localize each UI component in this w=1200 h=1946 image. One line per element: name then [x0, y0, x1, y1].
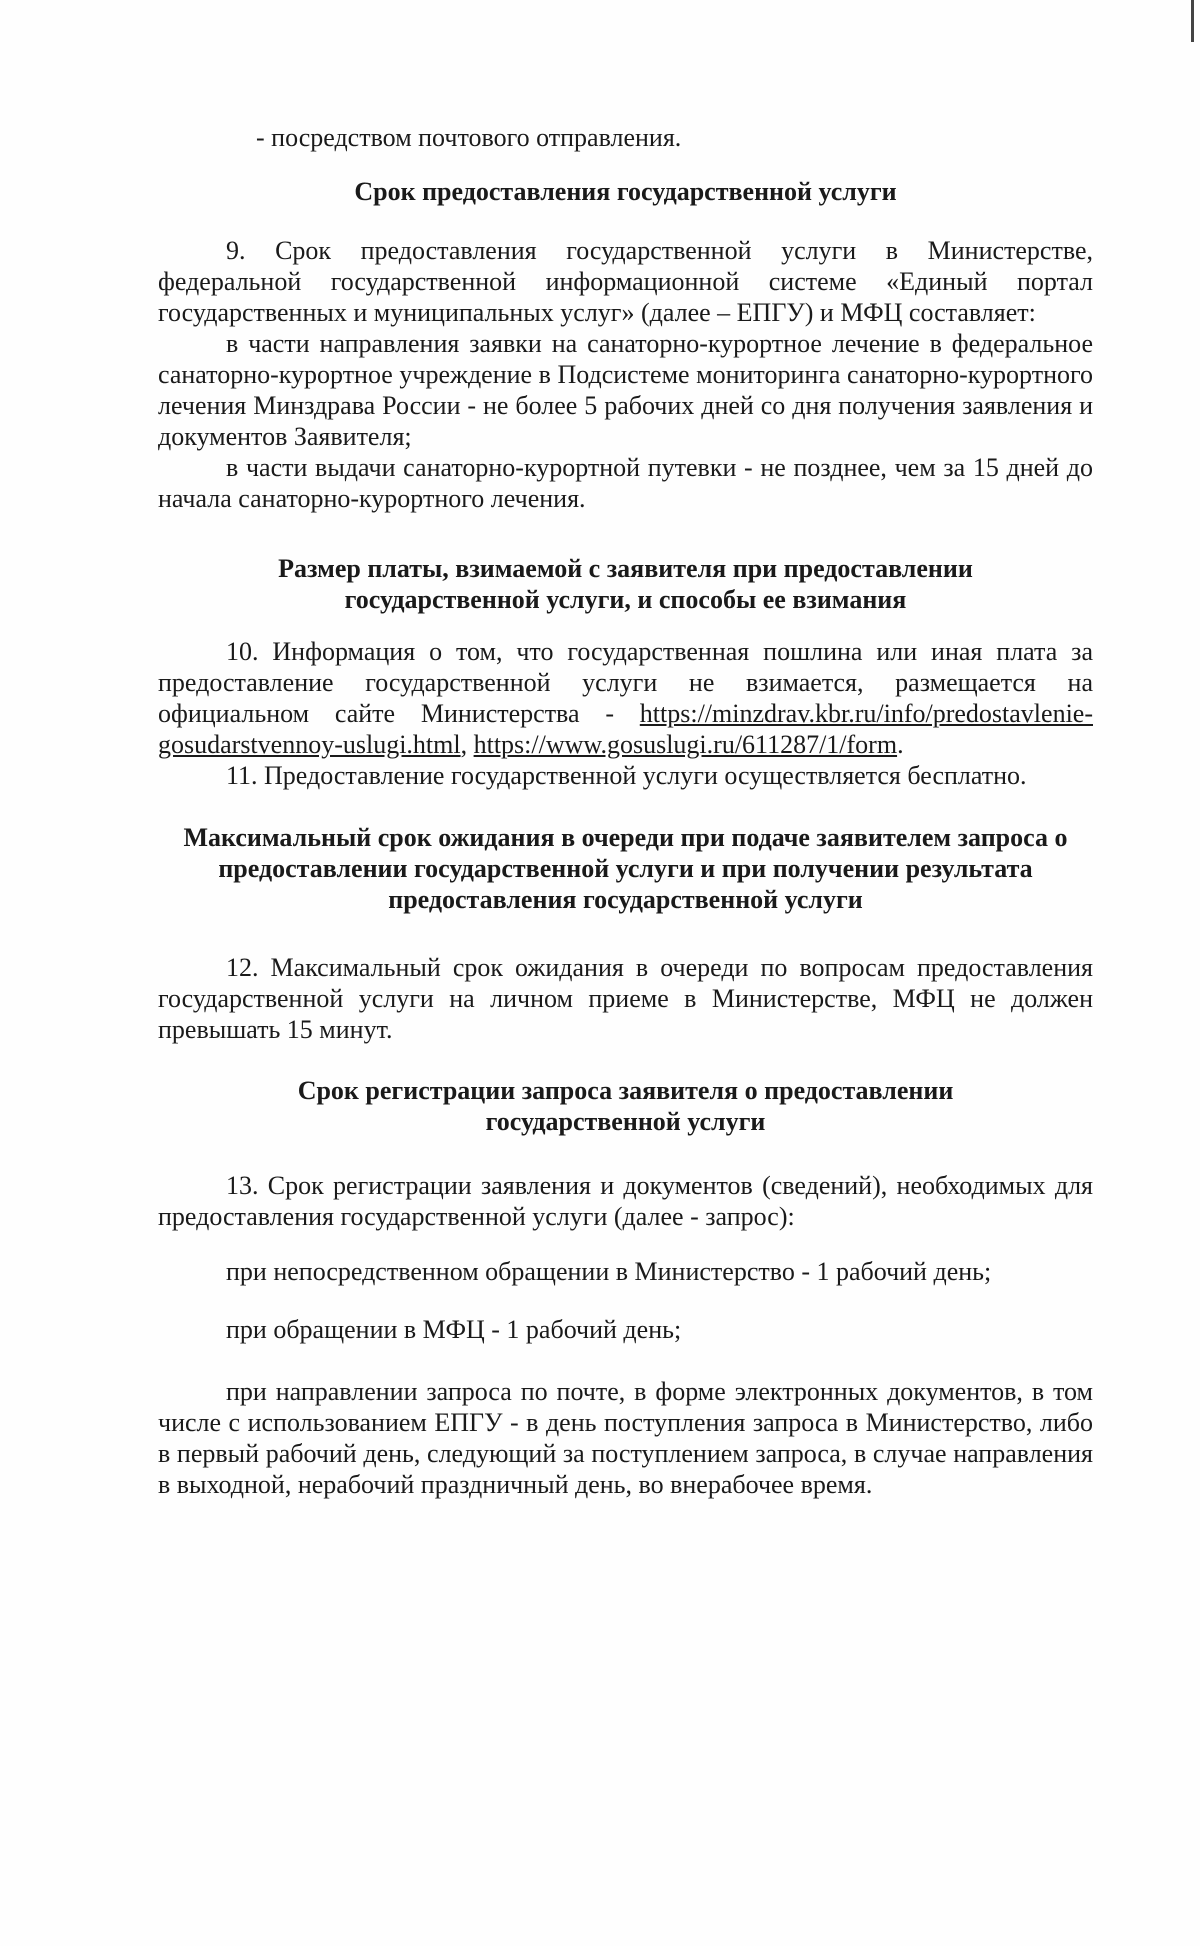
- link-separator: ,: [460, 730, 474, 759]
- section-13b-block: [158, 1314, 1093, 1345]
- fee-heading-line1: Размер платы, взимаемой с заявителя при предоставлении: [278, 554, 973, 583]
- paragraph-10-text: 10. Информация о том, что государственная пошлина или иная плата за предоставление государственной услуги не взимается, размещается на официальном сайте Министерства -: [158, 637, 1093, 728]
- fee-heading-block: [158, 553, 1093, 615]
- paragraph-9: 9. Срок предоставления государственной услуги в Министерстве, федеральной государственной информационной системе «Единый портал государственных и муниципальных услуг» (далее – ЕПГУ) и МФЦ составляет:: [158, 236, 1093, 327]
- section-13-block: [158, 1170, 1093, 1232]
- paragraph-13: 13. Срок регистрации заявления и документов (сведений), необходимых для предоставления государственной услуги (далее - запрос):: [158, 1171, 1093, 1231]
- section-9-block: [158, 235, 1093, 514]
- gosuslugi-link[interactable]: https://www.gosuslugi.ru/611287/1/form: [473, 730, 898, 759]
- paragraph-10-end: .: [897, 730, 904, 759]
- wait-heading-line3: предоставления государственной услуги: [388, 885, 863, 914]
- section-10-block: [158, 636, 1093, 791]
- wait-heading-line1: Максимальный срок ожидания в очереди при подаче заявителем запроса о: [183, 823, 1068, 852]
- fee-heading-line2: государственной услуги, и способы ее взимания: [344, 585, 907, 614]
- section-12-block: [158, 952, 1093, 1045]
- paragraph-10: [158, 636, 1093, 760]
- reg-heading-line1: Срок регистрации запроса заявителя о предоставлении: [297, 1076, 954, 1105]
- minzdrav-link[interactable]: https://minzdrav.kbr.ru/info/predostavlenie-gosudarstvennoy-uslugi.html: [158, 699, 1093, 759]
- paragraph-11: 11. Предоставление государственной услуги осуществляется бесплатно.: [226, 761, 1027, 790]
- term-heading: Срок предоставления государственной услуги: [354, 177, 897, 206]
- paragraph-13b: при обращении в МФЦ - 1 рабочий день;: [226, 1315, 682, 1344]
- section-13c-block: [158, 1376, 1093, 1500]
- paragraph-12: 12. Максимальный срок ожидания в очереди по вопросам предоставления государственной услуги на личном приеме в Министерстве, МФЦ не должен превышать 15 минут.: [158, 953, 1093, 1044]
- wait-heading-block: [158, 822, 1093, 915]
- reg-heading-block: [158, 1075, 1093, 1137]
- section-13a-block: [158, 1256, 1093, 1287]
- wait-heading-line2: предоставлении государственной услуги и при получении результата: [218, 854, 1033, 883]
- term-heading-block: [158, 176, 1093, 207]
- scan-edge-mark: [1191, 0, 1194, 42]
- paragraph-9a: в части направления заявки на санаторно-курортное лечение в федеральное санаторно-курортное учреждение в Подсистеме мониторинга санаторно-курортного лечения Минздрава России - не более 5 рабочих дней со дня получения заявления и документов Заявителя;: [158, 329, 1093, 451]
- intro-paragraph: - посредством почтового отправления.: [256, 123, 682, 152]
- reg-heading-line2: государственной услуги: [485, 1107, 766, 1136]
- paragraph-13a: при непосредственном обращении в Министерство - 1 рабочий день;: [226, 1257, 992, 1286]
- paragraph-9b: в части выдачи санаторно-курортной путевки - не позднее, чем за 15 дней до начала санаторно-курортного лечения.: [158, 453, 1093, 513]
- paragraph-13c: при направлении запроса по почте, в форме электронных документов, в том числе с использованием ЕПГУ - в день поступления запроса в Министерство, либо в первый рабочий день, следующий за поступлением запроса, в случае направления в выходной, нерабочий праздничный день, во внерабочее время.: [158, 1377, 1093, 1499]
- intro-block: [158, 122, 1093, 153]
